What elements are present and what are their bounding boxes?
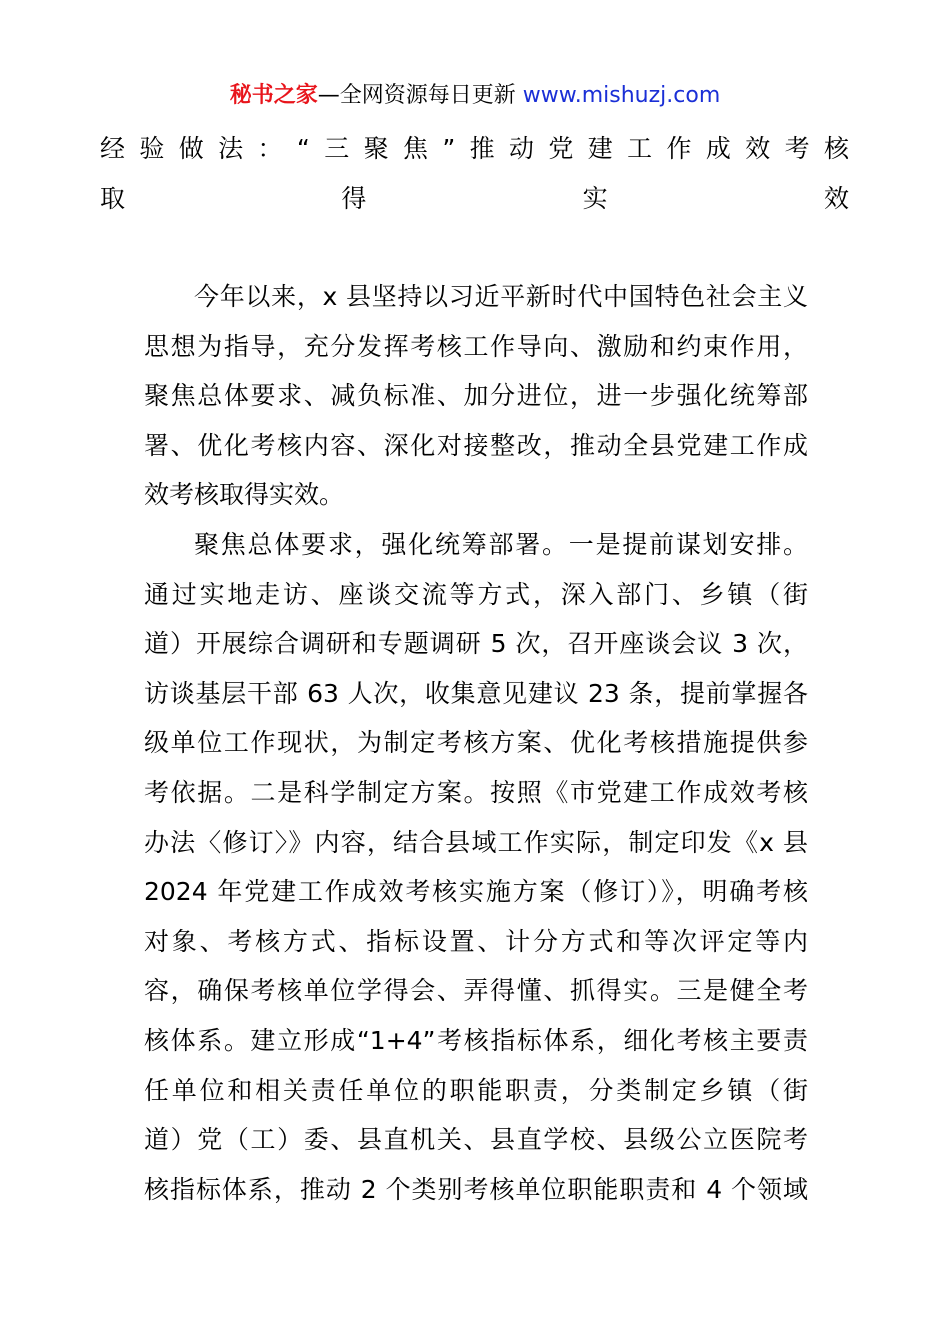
paragraph-line: 核体系。建立形成“1+4”考核指标体系，细化考核主要责	[144, 1025, 808, 1055]
paragraph-line: 效考核取得实效。	[144, 480, 345, 510]
paragraph-line: 通过实地走访、座谈交流等方式，深入部门、乡镇（街	[144, 579, 808, 609]
paragraph	[144, 272, 808, 520]
paragraph-line: 考依据。二是科学制定方案。按照《市党建工作成效考核	[144, 777, 808, 807]
paragraph-line: 2024 年党建工作成效考核实施方案（修订）》，明确考核	[144, 877, 808, 907]
paragraph-line: 任单位和相关责任单位的职能职责，分类制定乡镇（街	[144, 1075, 808, 1105]
paragraph-line: 今年以来，x 县坚持以习近平新时代中国特色社会主义	[194, 282, 808, 311]
site-url-link[interactable]: www.mishuzj.com	[522, 83, 721, 108]
title-line: 取得实效	[100, 183, 850, 213]
paragraph-line: 聚焦总体要求、减负标准、加分进位，进一步强化统筹部	[144, 381, 808, 411]
site-brand: 秘书之家	[229, 83, 318, 108]
paragraph-line: 聚焦总体要求，强化统筹部署。一是提前谋划安排。	[194, 529, 808, 559]
paragraph-line: 访谈基层干部 63 人次，收集意见建议 23 条，提前掌握各	[144, 678, 808, 708]
paragraph-line: 容，确保考核单位学得会、弄得懂、抓得实。三是健全考	[144, 976, 808, 1006]
paragraph	[144, 520, 808, 1214]
paragraph-line: 级单位工作现状，为制定考核方案、优化考核措施提供参	[144, 728, 808, 758]
paragraph-line: 道）党（工）委、县直机关、县直学校、县级公立医院考	[144, 1125, 808, 1155]
paragraph-line: 办法〈修订〉》内容，结合县域工作实际，制定印发《x 县	[144, 827, 808, 857]
site-header	[0, 80, 950, 112]
paragraph-line: 道）开展综合调研和专题调研 5 次，召开座谈会议 3 次，	[144, 629, 808, 659]
paragraph-line: 核指标体系，推动 2 个类别考核单位职能职责和 4 个领域	[144, 1174, 808, 1204]
site-tagline: —全网资源每日更新	[317, 83, 516, 108]
title-line: 经验做法：“三聚焦”推动党建工作成效考核	[100, 134, 850, 163]
document-title	[100, 124, 850, 223]
paragraph-line: 思想为指导，充分发挥考核工作导向、激励和约束作用，	[144, 331, 808, 361]
document-body	[144, 272, 808, 1214]
paragraph-line: 署、优化考核内容、深化对接整改，推动全县党建工作成	[144, 430, 808, 460]
paragraph-line: 对象、考核方式、指标设置、计分方式和等次评定等内	[144, 926, 808, 956]
